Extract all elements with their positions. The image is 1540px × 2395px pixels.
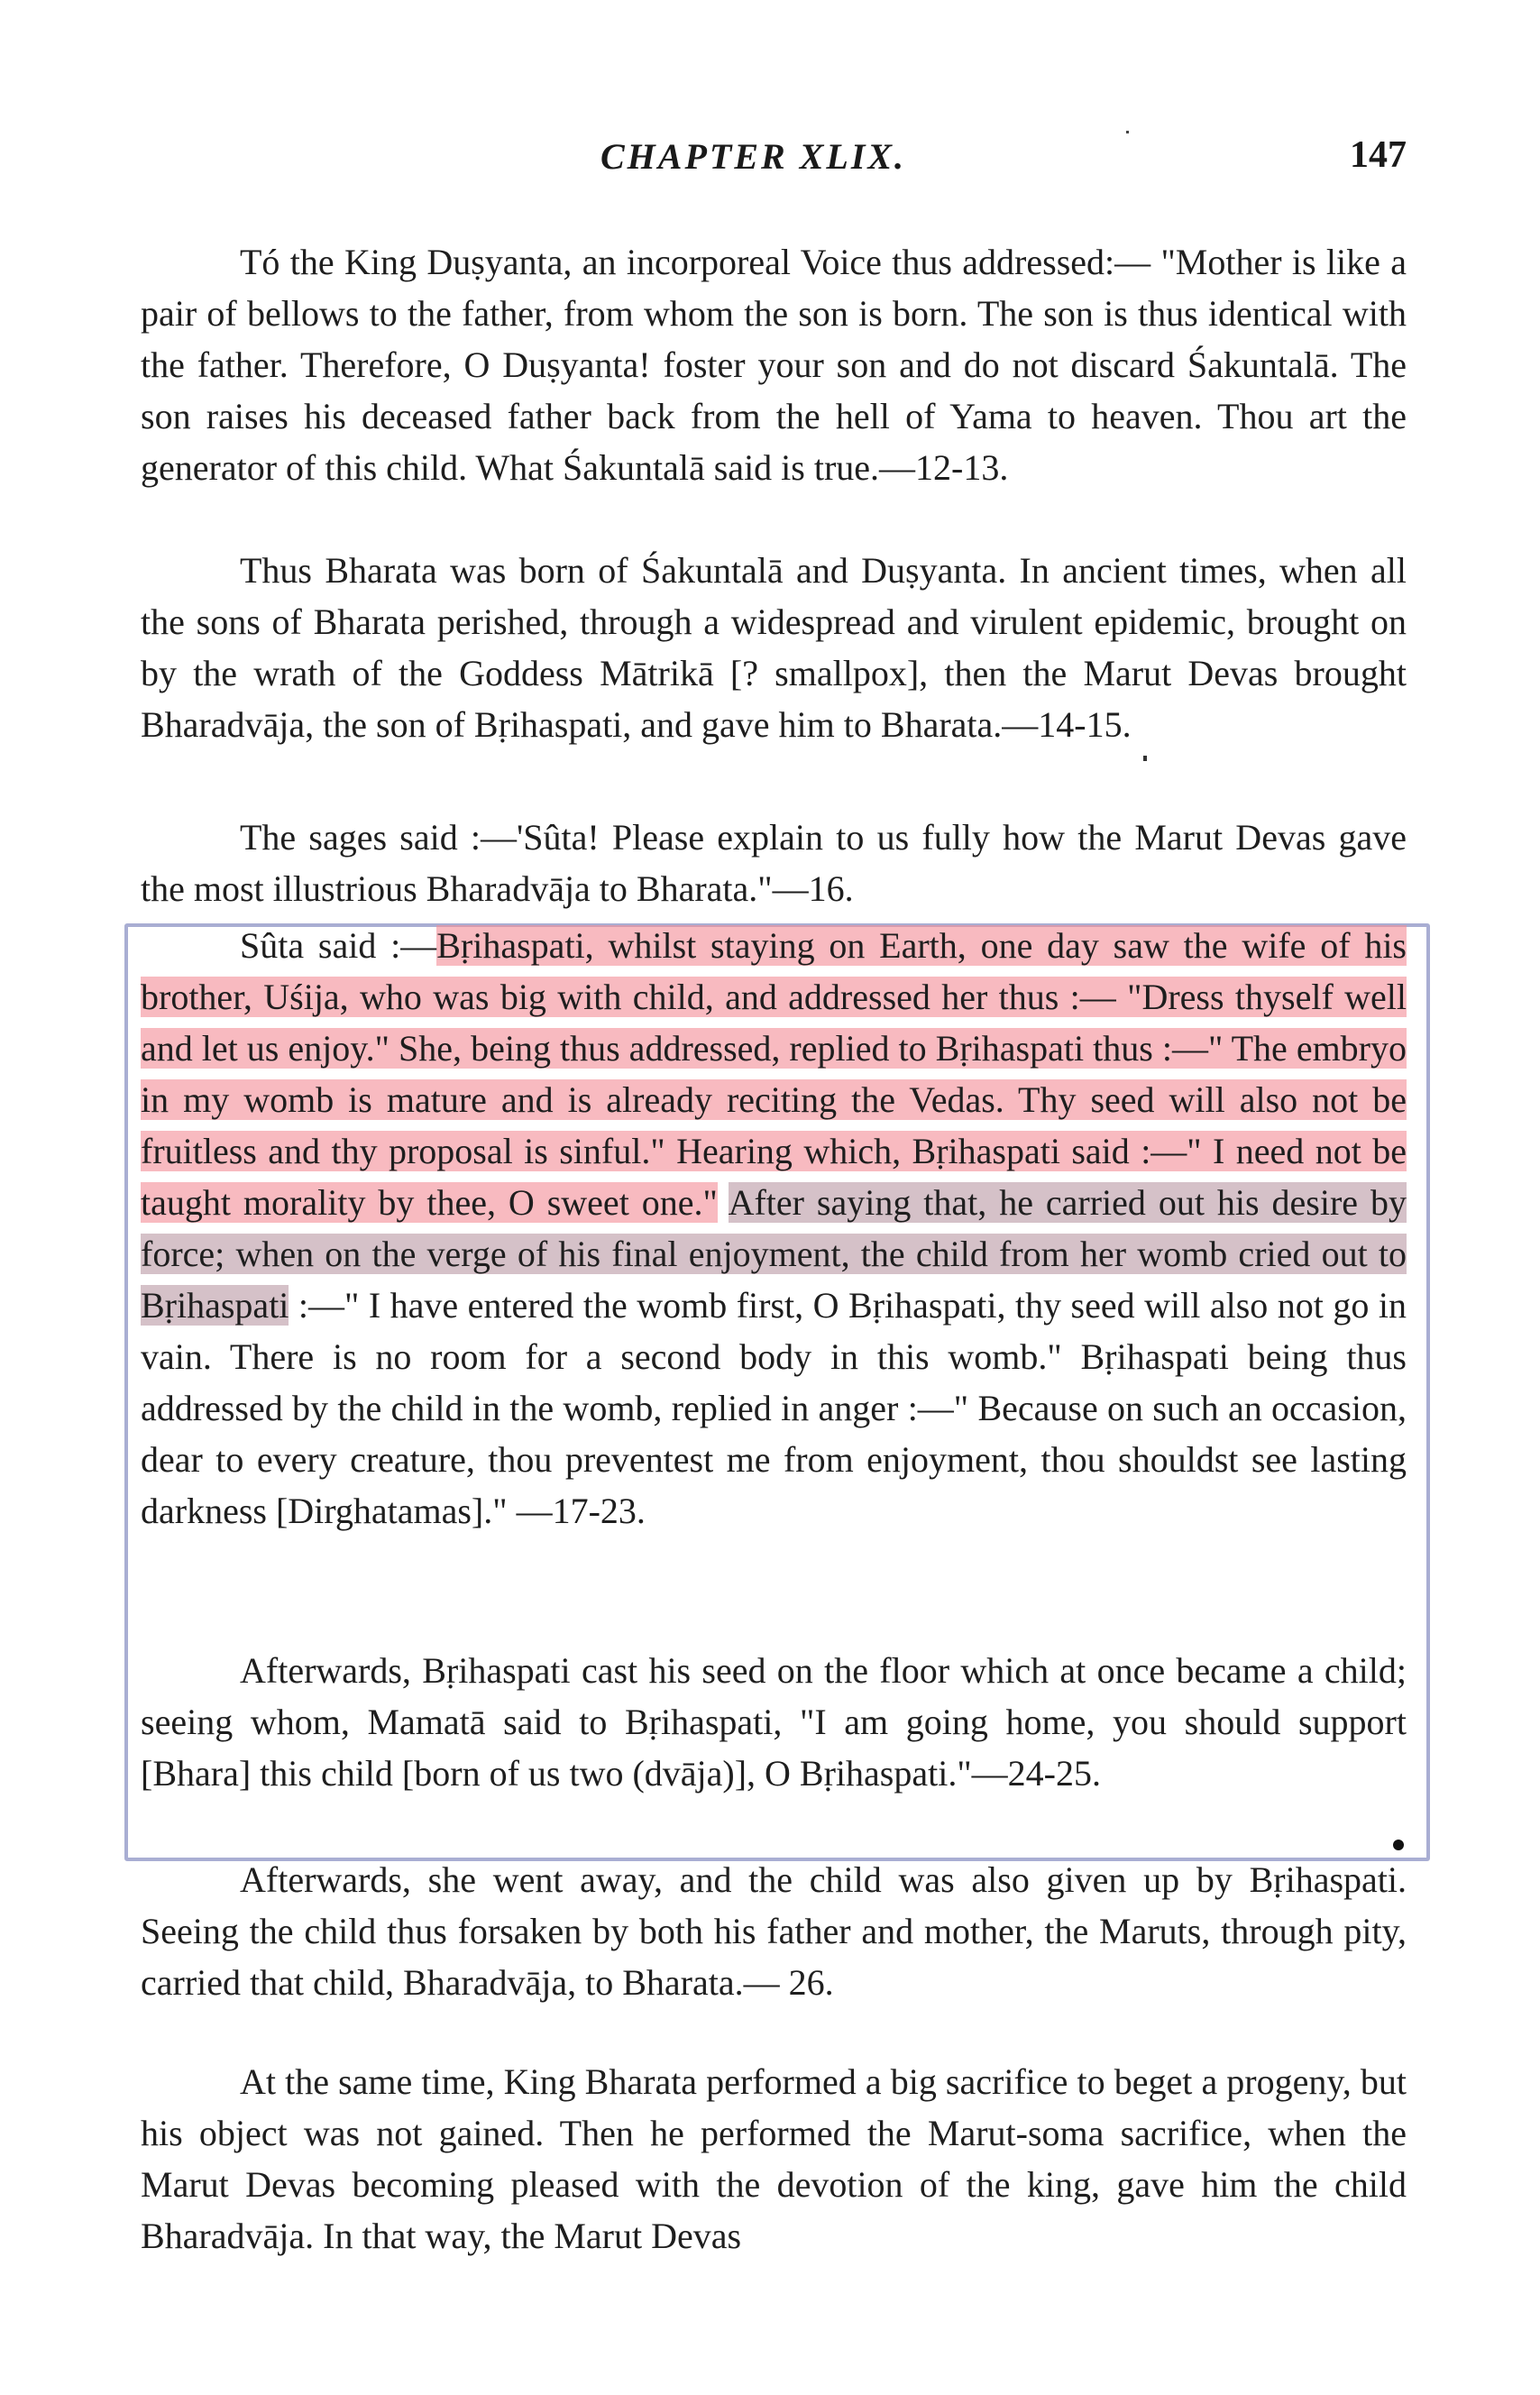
paragraph-text bbox=[141, 920, 1407, 1537]
mauve-highlight: After saying that, he carried out his desire by force; when on the verge of his final enjoyment, the child from her womb cried out to Bṛihaspati bbox=[141, 1182, 1407, 1326]
paragraph-child-forsaken bbox=[141, 1854, 1407, 2008]
speaker-lead: Sûta said :— bbox=[240, 925, 437, 966]
chapter-title: CHAPTER XLIX. bbox=[600, 136, 907, 177]
bullet-dot bbox=[1393, 1840, 1404, 1850]
paragraph-text: Afterwards, she went away, and the child was also given up by Bṛihaspati. Seeing the child thus forsaken by both his father and mother, the Maruts, through pity, carried that child, Bharadvāja, to Bharata.— 26. bbox=[141, 1859, 1407, 2003]
page-header bbox=[141, 126, 1407, 189]
page-number: 147 bbox=[1350, 134, 1407, 176]
paragraph-sages-question bbox=[141, 812, 1407, 914]
paragraph-sacrifice bbox=[141, 2056, 1407, 2262]
paragraph-suta-said bbox=[141, 920, 1407, 1537]
red-highlight: Bṛihaspati, whilst staying on Earth, one day saw the wife of his brother, Uśija, who was big with child, and addressed her thus :— "Dress thyself well and let us enjoy." She, being thus addressed, replied to Bṛihaspati thus :—" The embryo in my womb is mature and is already reciting the Vedas. Thy seed will also not be fruitless and thy proposal is sinful." Hearing which, Bṛihaspati said :—" I need not be taught morality by thee, O sweet one." bbox=[141, 925, 1407, 1223]
paragraph-afterwards-seed bbox=[141, 1645, 1407, 1799]
paragraph-voice bbox=[141, 236, 1407, 493]
paragraph-bharata-birth bbox=[141, 545, 1407, 750]
paragraph-text: Afterwards, Bṛihaspati cast his seed on the floor which at once became a child; seeing whom, Mamatā said to Bṛihaspati, "I am going home, you should support [Bhara] this child [born of us two (dvāja)], O Bṛihaspati."—24-25. bbox=[141, 1650, 1407, 1794]
paragraph-text: Tó the King Duṣyanta, an incorporeal Voice thus addressed:— "Mother is like a pair of bellows to the father, from whom the son is born. The son is thus identical with the father. Therefore, O Duṣyanta! foster your son and do not discard Śakuntalā. The son raises his deceased father back from the hell of Yama to heaven. Thou art the generator of this child. What Śakuntalā said is true.—12-13. bbox=[141, 242, 1407, 488]
paragraph-continuation: :—" I have entered the womb first, O Bṛihaspati, thy seed will also not go in vain. There is no room for a second body in this womb." Bṛihaspati being thus addressed by the child in the womb, replied in anger :—" Because on such an occasion, dear to every creature, thou preventest me from enjoyment, thou shouldst see lasting darkness [Dirghatamas]." —17-23. bbox=[141, 1285, 1407, 1531]
paragraph-text: Thus Bharata was born of Śakuntalā and Duṣyanta. In ancient times, when all the sons of Bharata perished, through a widespread and virulent epidemic, brought on by the wrath of the Goddess Mātrikā [? smallpox], then the Marut Devas brought Bharadvāja, the son of Bṛihaspati, and gave him to Bharata.—14-15. bbox=[141, 550, 1407, 745]
print-speck bbox=[1143, 756, 1147, 761]
print-speck bbox=[1126, 131, 1129, 133]
paragraph-text: At the same time, King Bharata performed a big sacrifice to beget a progeny, but his object was not gained. Then he performed the Marut-soma sacrifice, when the Marut Devas becoming pleased with the devotion of the king, gave him the child Bharadvāja. In that way, the Marut Devas bbox=[141, 2061, 1407, 2256]
paragraph-text: The sages said :—'Sûta! Please explain to us fully how the Marut Devas gave the most illustrious Bharadvāja to Bharata."—16. bbox=[141, 817, 1407, 909]
